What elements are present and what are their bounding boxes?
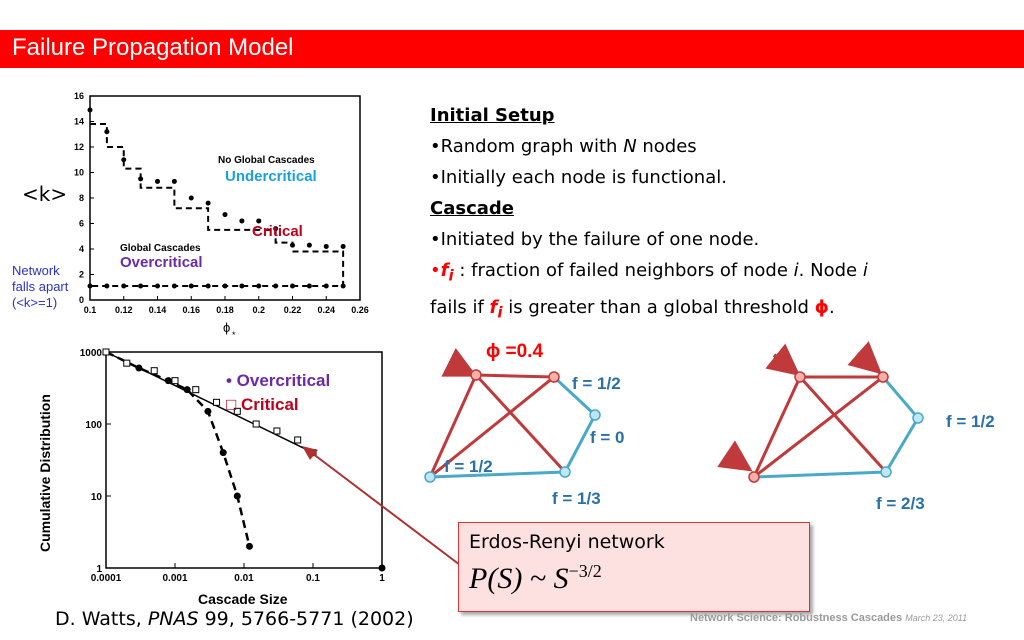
f-label-right: f = 1/2 [946, 412, 995, 431]
critical-point [274, 428, 280, 434]
failure-arrow [450, 363, 470, 373]
note-line-2: falls apart [12, 279, 69, 294]
chart1-x-ticks [84, 296, 369, 315]
critical-point [172, 378, 178, 384]
y-tick-label: 10 [90, 492, 102, 503]
node [913, 413, 923, 423]
critical-point [151, 368, 157, 374]
node [560, 467, 570, 477]
x-tick-label: 0.18 [216, 305, 234, 315]
data-point [324, 283, 329, 288]
overcritical-point [234, 493, 241, 500]
overcritical-point [246, 543, 253, 550]
data-point [104, 283, 109, 288]
node [749, 472, 759, 482]
data-point [155, 283, 160, 288]
edge [883, 377, 918, 418]
critical-point [124, 360, 130, 366]
data-point [307, 283, 312, 288]
initial-setup-heading: Initial Setup [430, 105, 555, 126]
connector-arrow [290, 430, 470, 580]
legend-critical: □ Critical [226, 395, 299, 414]
x-tick-label: 0.16 [182, 305, 201, 315]
overcritical-point [184, 386, 191, 393]
data-point [256, 283, 261, 288]
y-tick-label: 6 [78, 218, 84, 229]
critical-point [214, 399, 220, 405]
phi-value-label: ϕ =0.4 [486, 341, 544, 362]
cascade-graphs [420, 335, 1020, 520]
data-point [341, 283, 346, 288]
y-tick-label: 10 [73, 167, 84, 178]
data-point [290, 243, 295, 248]
critical-point [103, 349, 109, 355]
overcritical-point [165, 377, 172, 384]
data-point [239, 283, 244, 288]
failure-arrow [728, 455, 746, 467]
f-label-zero: f = 0 [590, 428, 625, 447]
connector-head [302, 446, 318, 460]
global-label: Global Cascades [120, 243, 201, 254]
data-point [189, 283, 194, 288]
phi-axis-label: ϕ [223, 320, 231, 335]
y-tick-label: 16 [73, 91, 84, 101]
data-point [121, 157, 126, 162]
data-point [88, 283, 93, 288]
y-tick-label: 1000 [79, 348, 102, 359]
data-point [88, 108, 93, 113]
data-point [239, 218, 244, 223]
data-point [223, 212, 228, 217]
connector-line [308, 450, 460, 565]
node [471, 370, 481, 380]
edge [800, 377, 886, 472]
y-axis-label: Cumulative Distribution [37, 394, 53, 552]
erdos-renyi-box [458, 522, 810, 612]
f-label-left: f = 1/2 [444, 457, 493, 476]
y-tick-label: 8 [78, 193, 84, 203]
data-point [290, 283, 295, 288]
data-point [206, 201, 211, 206]
bullet-random-graph: •Random graph with N nodes [430, 136, 697, 157]
data-point [206, 283, 211, 288]
phi-axis-subscript: * [232, 330, 236, 340]
node [795, 372, 805, 382]
failure-arrow [774, 355, 794, 371]
data-point [223, 283, 228, 288]
y-tick-label: 4 [78, 244, 84, 254]
f-label-top: f = 1/2 [572, 374, 621, 393]
x-axis-label: Cascade Size [198, 591, 288, 607]
overcritical-point [135, 364, 142, 371]
data-point [104, 129, 109, 134]
node [590, 410, 600, 420]
edge [754, 472, 886, 477]
legend-overcritical: • Overcritical [226, 371, 331, 390]
edge [476, 375, 554, 377]
x-tick-label: 0.1 [83, 305, 97, 315]
critical-point [193, 387, 199, 393]
title-bar [0, 30, 1024, 68]
note-line-1: Network [12, 263, 60, 278]
data-point [273, 283, 278, 288]
footer: Network Science: Robustness Cascades March 23, 2011 [690, 612, 968, 624]
citation: D. Watts, PNAS 99, 5766-5771 (2002) [55, 608, 414, 630]
erdos-formula: P(S) ~ $S^{-3/2}$ [469, 561, 602, 595]
data-point [138, 176, 143, 181]
node [881, 467, 891, 477]
data-point [155, 179, 160, 184]
x-tick-label: 0.0001 [90, 573, 122, 584]
overcritical-point [204, 408, 211, 415]
x-tick-label: 0.14 [148, 305, 167, 315]
x-tick-label: 0.001 [162, 573, 188, 584]
no-global-label: No Global Cascades [218, 155, 315, 166]
x-tick-label: 0.2 [252, 305, 266, 315]
x-tick-label: 0.12 [114, 305, 133, 315]
undercritical-label: Undercritical [225, 168, 317, 185]
data-point [324, 244, 329, 249]
edge [754, 377, 883, 477]
overcritical-label: Overcritical [120, 254, 203, 271]
y-tick-label: 1 [96, 564, 102, 575]
cascade-heading: Cascade [430, 198, 514, 219]
x-tick-label: 0.26 [351, 305, 369, 315]
setup-text-block [430, 100, 990, 328]
data-point [172, 179, 177, 184]
note-line-3: (<k>=1) [12, 295, 58, 310]
data-point [341, 244, 346, 249]
bullet-fraction: $•f_i$ : fraction of failed neighbors of node i. Node i [430, 260, 868, 285]
x-tick-label: 0.01 [234, 573, 254, 584]
x-tick-label: 0.24 [317, 305, 336, 315]
f-label-bottom: f = 1/3 [552, 489, 601, 508]
y-tick-label: 12 [73, 142, 84, 152]
critical-label: Critical [252, 223, 303, 240]
critical-point [253, 421, 259, 427]
f-label-bottom-2: f = 2/3 [876, 494, 925, 513]
x-tick-label: 1 [379, 573, 385, 584]
graph-2 [728, 353, 995, 513]
failure-arrow [858, 353, 876, 369]
x-tick-label: 0.22 [283, 305, 302, 315]
y-tick-label: 0 [78, 295, 84, 305]
data-point [172, 283, 177, 288]
bullet-functional: •Initially each node is functional. [430, 167, 727, 188]
x-tick-label: 0.1 [306, 573, 320, 584]
slide-title: Failure Propagation Model [12, 34, 294, 61]
y-tick-label: 14 [73, 116, 84, 127]
bullet-initiated: •Initiated by the failure of one node. [430, 229, 760, 250]
phase-diagram-chart [60, 86, 400, 346]
erdos-title: Erdos-Renyi network [469, 531, 665, 553]
y-tick-label: 100 [85, 420, 102, 431]
data-point [138, 283, 143, 288]
bullet-threshold: fails if $f_i$ is greater than a global threshold ϕ. [430, 296, 835, 322]
y-tick-label: 2 [78, 269, 84, 280]
data-point [307, 243, 312, 248]
edge [754, 377, 800, 477]
data-point [121, 283, 126, 288]
data-point [189, 196, 194, 201]
node [549, 372, 559, 382]
node [878, 372, 888, 382]
overcritical-point [220, 449, 227, 456]
edge [886, 418, 918, 472]
k-axis-label: <k> [22, 182, 68, 206]
